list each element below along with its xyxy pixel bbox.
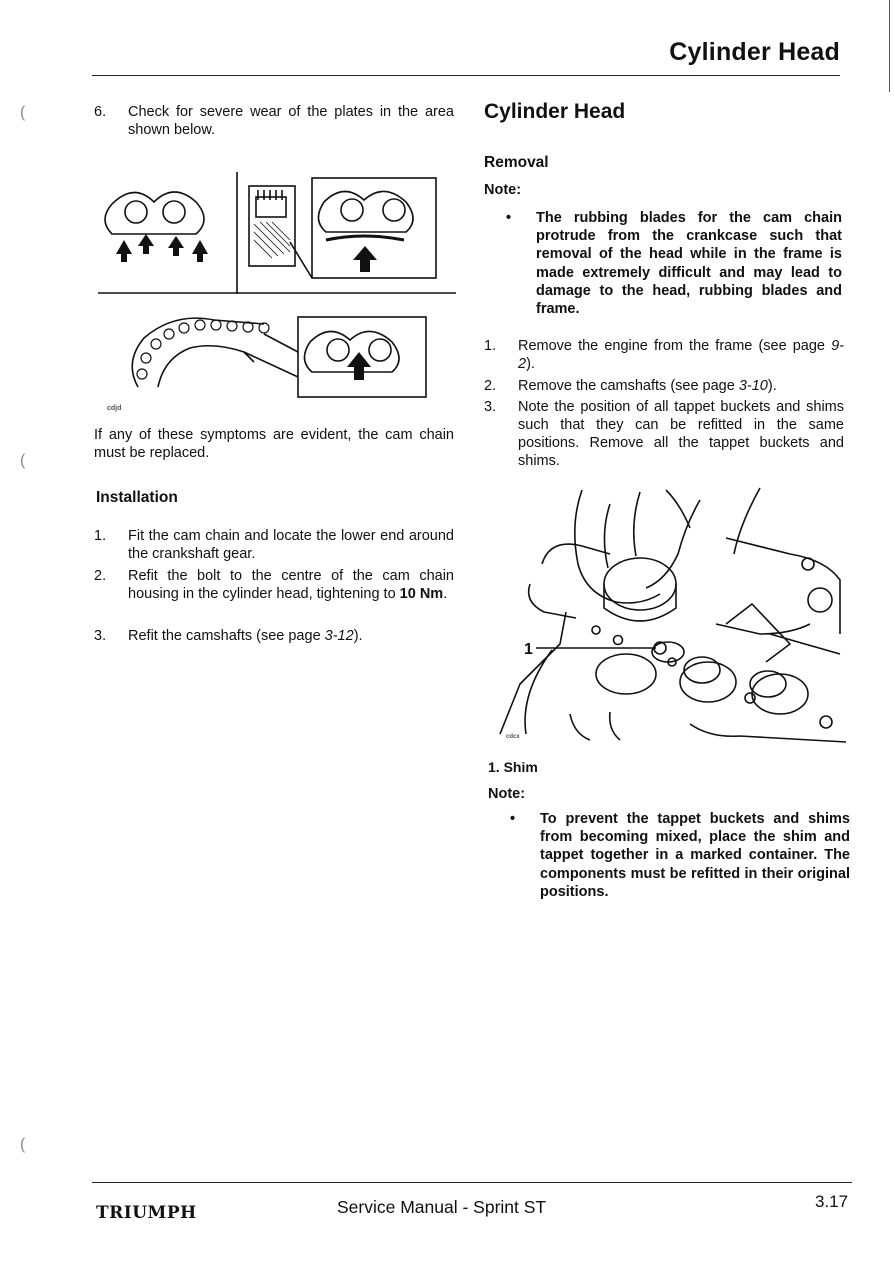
page-reference: 3-12 [324,628,354,644]
torque-value: 10 Nm [399,586,444,602]
running-header-title: Cylinder Head [669,38,840,66]
cam-chain-wear-figure [94,162,458,412]
step-number: 2. [484,378,497,394]
step-text: Note the position of all tappet buckets and shims such that they can be refitted in the same positions. Remove all the tappet buckets and shims. [518,399,844,469]
list-item [484,377,844,395]
page-reference: 3-10 [738,378,768,394]
page-number: 3.17 [815,1192,849,1211]
step-number: 2. [94,568,107,584]
list-item [484,337,844,373]
triumph-logo: TRIUMPH [96,1203,197,1223]
note-bullet [506,209,842,318]
binder-hole-mark: ( [20,104,26,121]
step-number: 1. [484,338,497,354]
page-reference: 9-2 [518,338,844,372]
note-label: Note: [484,182,522,198]
bullet-dot: • [510,811,516,827]
figure-ref-code: cdjd [107,405,122,412]
list-item [94,527,454,563]
step-text-part: . [443,586,448,602]
step-number: 3. [94,628,107,644]
step-text-part: ). [526,356,535,372]
note-text: To prevent the tappet buckets and shims from becoming mixed, place the shim and tappet together in a marked container. The components must be refitted in their original positions. [540,811,850,900]
note-bullet [510,810,850,901]
bullet-dot: • [506,210,512,226]
step-text [518,377,844,395]
step-text: Fit the cam chain and locate the lower end around the crankshaft gear. [128,528,454,562]
note-label: Note: [488,786,526,802]
scan-edge-line [889,0,890,92]
step-number: 6. [94,104,107,120]
step-text-part: Remove the engine from the frame (see page [518,338,832,354]
step-text [128,567,454,603]
figure-ref-code: cdcx [506,734,520,740]
installation-heading: Installation [96,489,178,506]
step-text [518,337,844,373]
shim-callout-number: 1 [524,641,533,658]
symptoms-paragraph: If any of these symptoms are evident, the cam chain must be replaced. [94,427,454,461]
header-rule [92,75,840,76]
step-text-part: ). [353,628,363,644]
step-text-part: ). [767,378,777,394]
check-step [94,103,454,139]
step-text: Check for severe wear of the plates in the area shown below. [128,104,454,138]
step-text-part: Remove the camshafts (see page [518,378,739,394]
note-text: The rubbing blades for the cam chain protrude from the crankcase such that removal of the head while in the frame is made extremely difficult and may lead to damage to the head, rubbing blades and frame. [536,210,842,318]
binder-hole-mark: ( [20,1136,26,1153]
list-item [94,567,454,603]
tappet-removal-figure [490,484,852,746]
step-number: 1. [94,528,107,544]
removal-heading: Removal [484,154,549,171]
binder-hole-mark: ( [20,452,26,469]
step-text-part: Refit the camshafts (see page [128,628,325,644]
footer-rule [92,1182,852,1183]
section-title: Cylinder Head [484,100,626,123]
step-text [128,627,454,645]
step-text-part: Refit the bolt to the centre of the cam chain housing in the cylinder head, tightening to [128,568,454,602]
list-item [484,398,844,470]
step-number: 3. [484,399,497,415]
figure-caption: 1. Shim [488,759,538,775]
manual-title: Service Manual - Sprint ST [337,1197,547,1217]
list-item [94,627,454,645]
